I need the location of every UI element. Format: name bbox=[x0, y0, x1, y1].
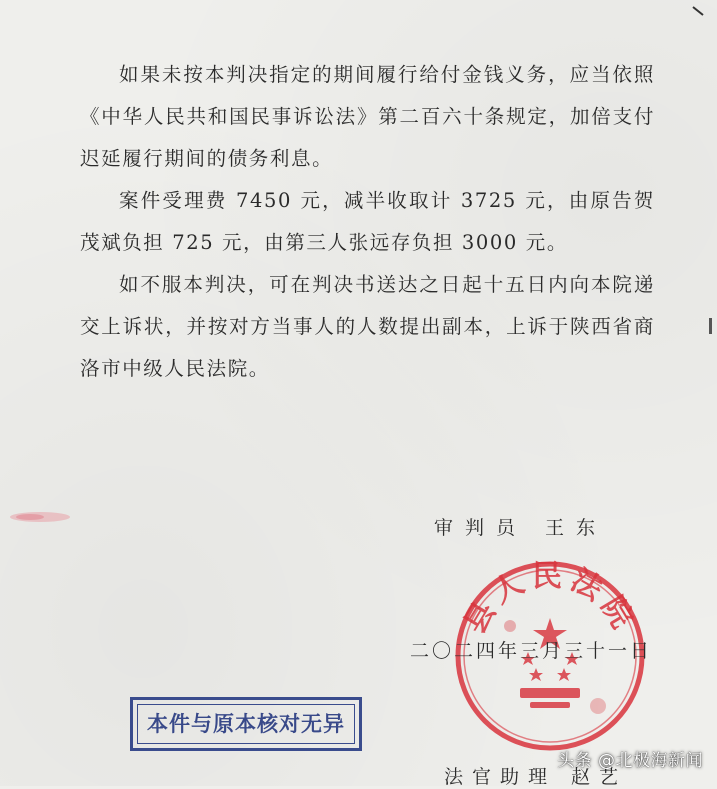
edge-scan-mark bbox=[708, 318, 714, 334]
paragraph-payment-obligation: 如果未按本判决指定的期间履行给付金钱义务，应当依照《中华人民共和国民事诉讼法》第二百六十条规定，加倍支付迟延履行期间的债务利息。 bbox=[80, 63, 655, 170]
red-ink-smudge bbox=[8, 508, 72, 526]
judgment-date: 二〇二四年三月三十一日 bbox=[410, 640, 653, 662]
judge-signature: 审判员 王东 bbox=[434, 517, 608, 539]
paragraph-appeal-notice: 如不服本判决，可在判决书送达之日起十五日内向本院递交上诉状，并按对方当事人的人数提出副本，上诉于陕西省商洛市中级人民法院。 bbox=[80, 273, 655, 380]
paragraph-court-fees: 案件受理费 7450 元，减半收取计 3725 元，由原告贺茂斌负担 725 元，由第三人张远存负担 3000 元。 bbox=[80, 189, 655, 254]
copy-verified-stamp: 本件与原本核对无异 bbox=[130, 697, 362, 751]
assistant-signature: 法官助理 赵艺 bbox=[444, 766, 628, 788]
seal-text: 县人民法院 bbox=[457, 559, 643, 640]
corner-scan-mark bbox=[691, 4, 705, 18]
watermark: 头条 @北极海新闻 bbox=[557, 751, 703, 771]
